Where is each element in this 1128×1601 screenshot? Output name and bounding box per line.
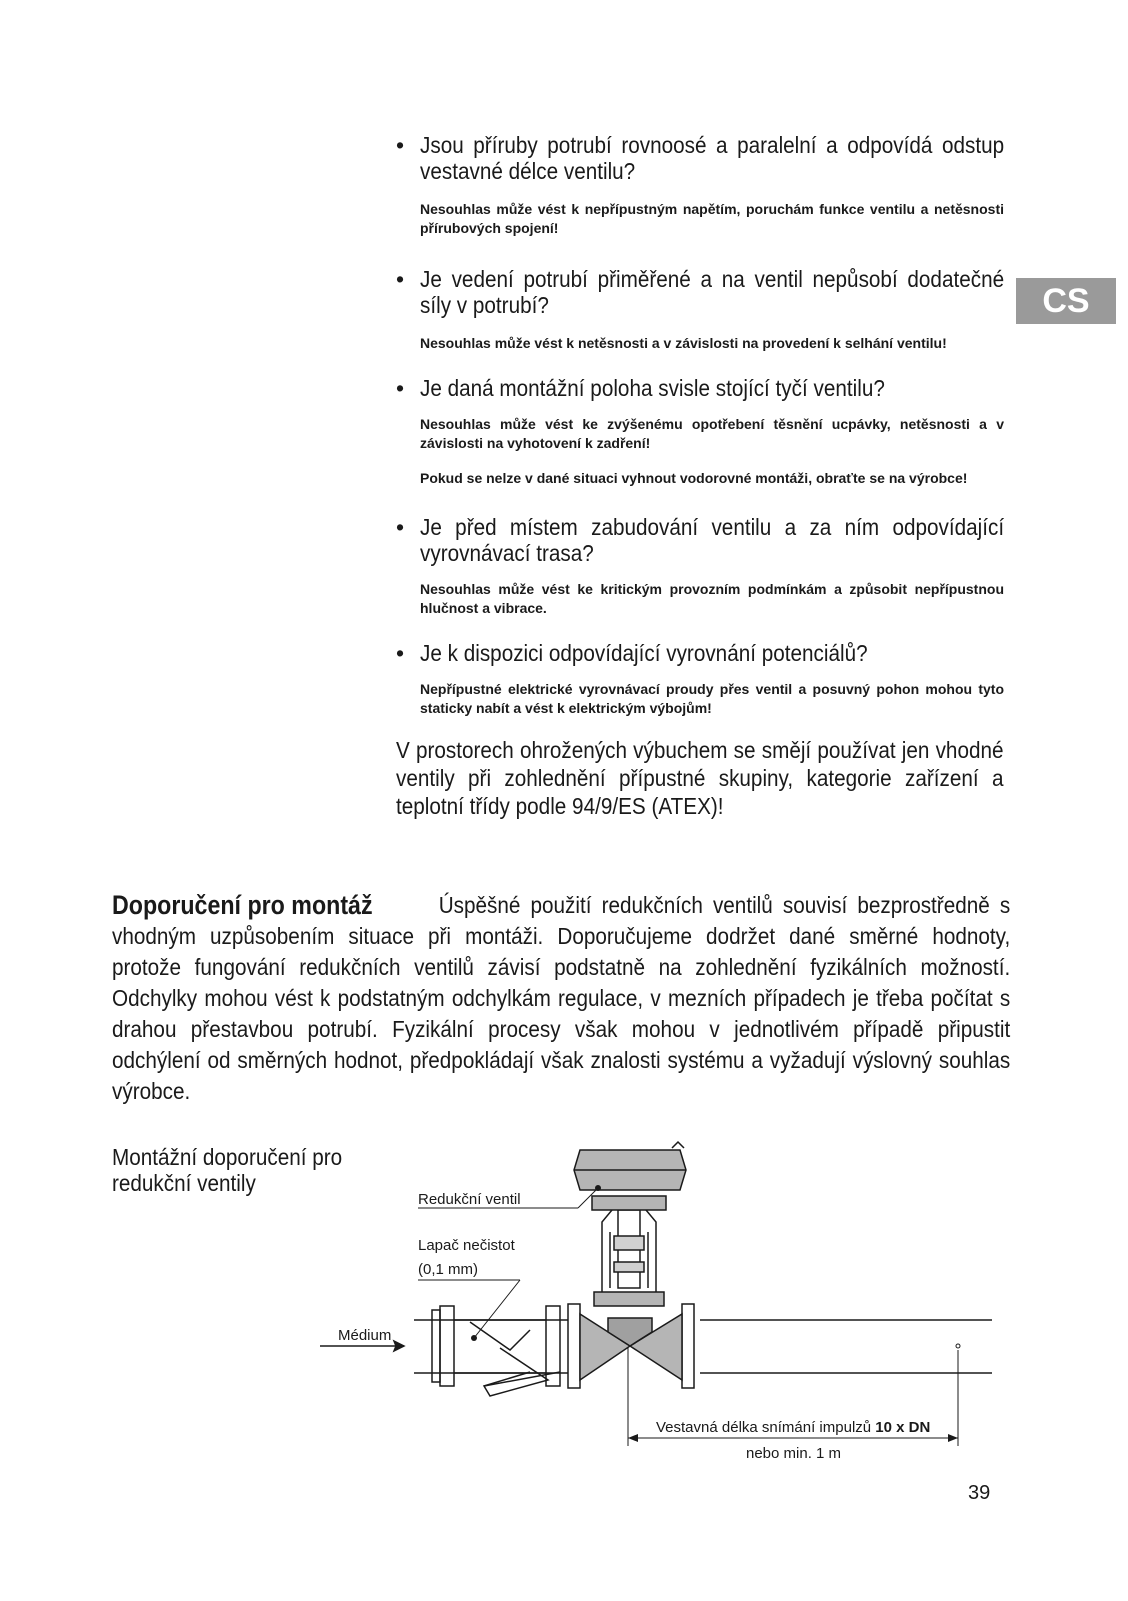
label-length-bold: 10 x DN: [875, 1419, 931, 1436]
label-length-prefix: Vestavná délka snímání impulzů: [656, 1419, 876, 1436]
strainer-cap: [484, 1348, 548, 1396]
checklist-note: Nesouhlas může vést k nepřípustným napětím, poruchám funkce ventilu a netěsnosti přírubových spojení!: [420, 201, 1004, 236]
checklist-question: Je daná montážní poloha svisle stojící tyčí ventilu?: [420, 375, 885, 401]
label-medium: Médium: [338, 1327, 392, 1344]
figure-caption: Montážní doporučení pro redukční ventily: [112, 1144, 343, 1196]
actuator-vent: [672, 1142, 684, 1148]
label-length: [656, 1419, 930, 1436]
checklist-note: Nepřípustné elektrické vyrovnávací proudy přes ventil a posuvný pohon mohou tyto staticky nabít a vést k elektrickým výbojům!: [420, 681, 1004, 716]
checklist-question: Jsou příruby potrubí rovnoosé a paralelní a odpovídá odstup vestavné délce ventilu?: [420, 132, 1005, 184]
strainer-screen: [470, 1322, 530, 1350]
bullet-icon: •: [396, 640, 405, 666]
checklist-question: Je vedení potrubí přiměřené a na ventil nepůsobí dodatečné síly v potrubí?: [420, 266, 1005, 318]
label-valve: Redukční ventil: [418, 1191, 521, 1208]
strainer-body: [454, 1320, 546, 1373]
bullet-icon: •: [396, 132, 405, 158]
bullet-icon: •: [396, 375, 405, 401]
valve-stem-coupling: [614, 1236, 644, 1250]
atex-warning: V prostorech ohrožených výbuchem se smějí používat jen vhodné ventily při zohlednění přípustné skupiny, kategorie zařízení a teplotní třídy podle 94/9/ES (ATEX)!: [396, 737, 1004, 819]
section-body: Úspěšné použití redukčních ventilů souvisí bezprostředně s vhodným uzpůsobením situace při montáži. Doporučujeme dodržet dané směrné hodnoty, protože fungování redukčních ventilů závisí podstatně na zohlednění fyzikálních možností. Odchylky mohou vést k podstatným odchylkám regulace, v mezních případech je třeba počítat s drahou přestavbou potrubí. Fyzikální procesy však mohou v jednotlivém případě připustit odchýlení od směrných hodnot, předpokládají však znalosti systému a vyžadují výslovný souhlas výrobce.: [112, 892, 1011, 1104]
label-length-alt: nebo min. 1 m: [746, 1445, 842, 1462]
impulse-tap-icon: [956, 1344, 960, 1348]
checklist-note: Nesouhlas může vést ke zvýšenému opotřebení těsnění ucpávky, netěsnosti a v závislosti na vyhotovení k zadření!: [420, 416, 1004, 451]
valve-stem-nut: [614, 1262, 644, 1272]
valve-flange-left: [568, 1304, 580, 1388]
valve-bonnet-flange: [594, 1292, 664, 1306]
checklist-note: Pokud se nelze v dané situaci vyhnout vodorovné montáži, obraťte se na výrobce!: [420, 470, 968, 486]
checklist-note: Nesouhlas může vést k netěsnosti a v závislosti na provedení k selhání ventilu!: [420, 335, 947, 351]
label-strainer-size: (0,1 mm): [418, 1261, 478, 1278]
checklist-question: Je před místem zabudování ventilu a za ním odpovídající vyrovnávací trasa?: [420, 514, 1005, 566]
language-tab: CS: [1016, 278, 1116, 324]
section-heading: Doporučení pro montáž: [112, 890, 373, 920]
actuator-neck: [592, 1196, 666, 1210]
strainer-flange-left: [432, 1310, 440, 1382]
label-strainer: Lapač nečistot: [418, 1237, 515, 1254]
valve-flange-right: [682, 1304, 694, 1388]
checklist-note: Nesouhlas může vést ke kritickým provozním podmínkám a způsobit nepřípustnou hlučnost a vibrace.: [420, 581, 1004, 616]
bullet-icon: •: [396, 514, 405, 540]
bullet-icon: •: [396, 266, 405, 292]
checklist-question: Je k dispozici odpovídající vyrovnání potenciálů?: [420, 640, 868, 666]
page-number: 39: [968, 1482, 991, 1504]
strainer-flange-left-outer: [440, 1306, 454, 1386]
